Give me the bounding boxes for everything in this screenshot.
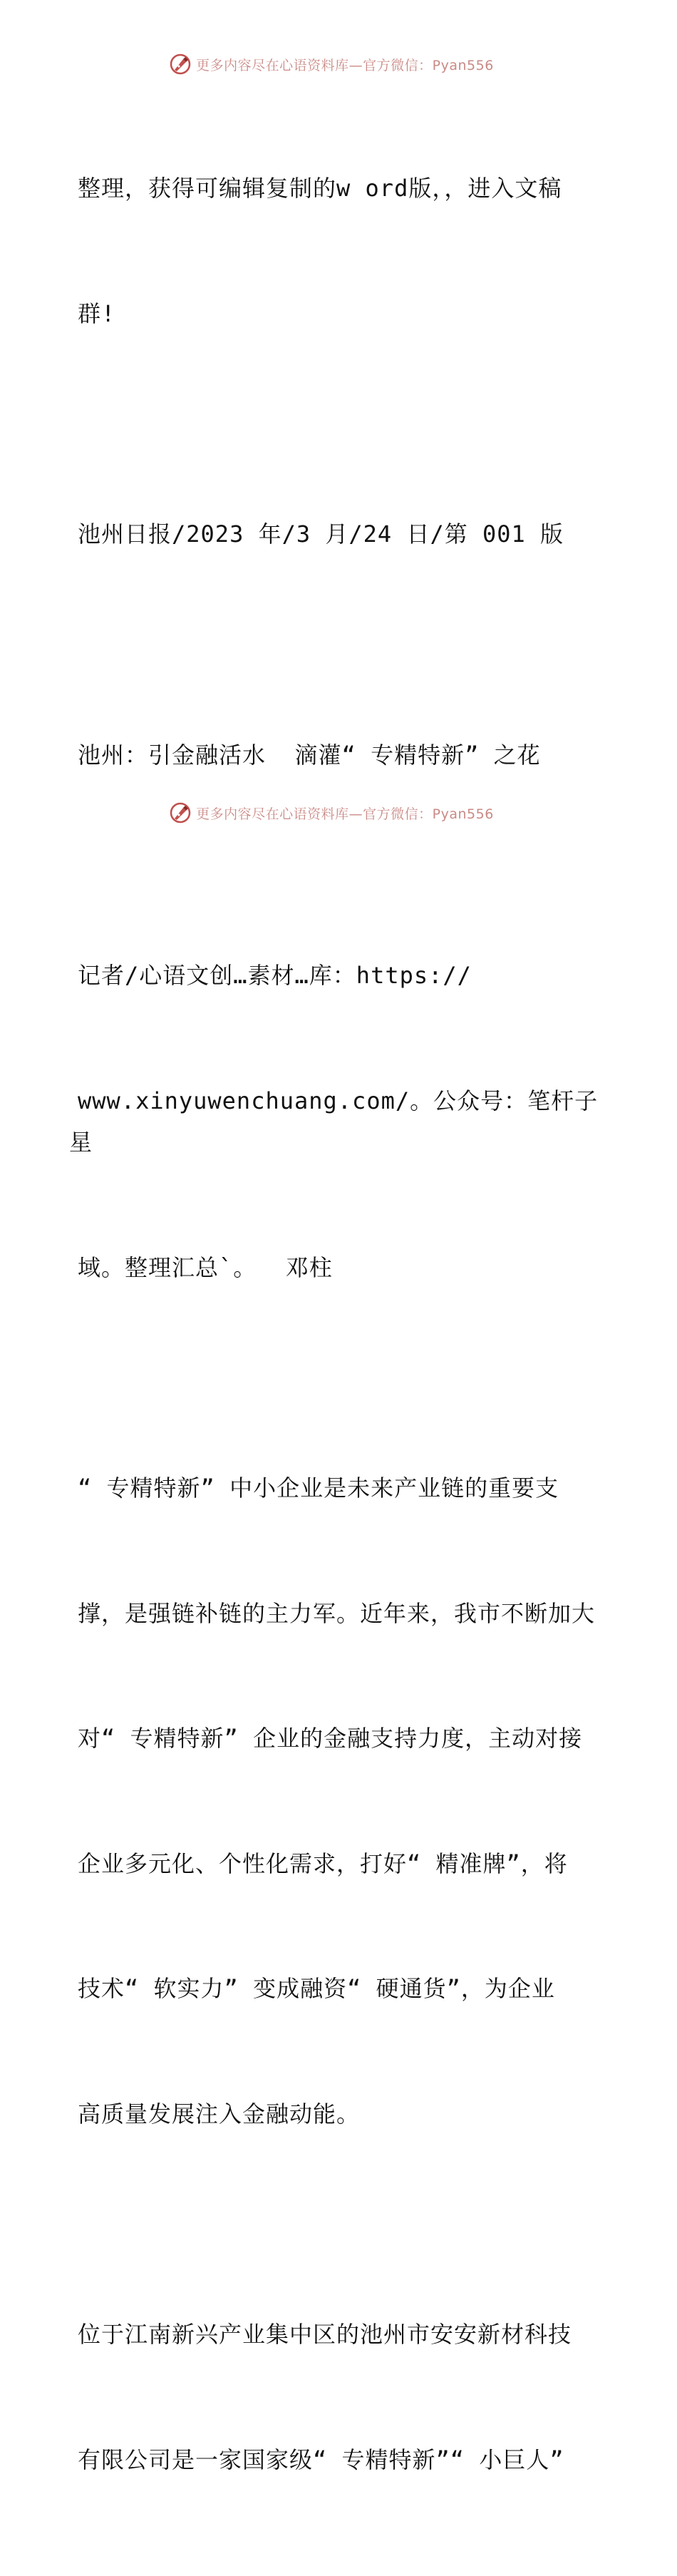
text-line: 池州：引金融活水 滴灌“ 专精特新” 之花	[78, 741, 541, 769]
intro-paragraph	[69, 84, 611, 418]
text-line: 群!	[78, 299, 116, 327]
footer-banner	[0, 799, 677, 827]
banner-text: 更多内容尽在心语资料库—官方微信：Pyan556	[196, 57, 494, 73]
text-line: 记者/心语文创…素材…库：https://	[78, 962, 472, 989]
text-line: “ 专精特新” 中小企业是未来产业链的重要支	[78, 1474, 559, 1502]
article-title	[69, 651, 611, 860]
text-line: 域。整理汇总`。 邓柱	[78, 1253, 333, 1281]
text-line: 有限公司是一家国家级“ 专精特新”“ 小巨人”	[78, 2446, 564, 2473]
banner-text: 更多内容尽在心语资料库—官方微信：Pyan556	[196, 806, 494, 822]
text-line: 企业多元化、个性化需求，打好“ 精准牌”，将	[78, 1849, 568, 1877]
body-paragraph	[69, 2230, 611, 2564]
text-line: www.xinyuwenchuang.com/。公众号：笔杆子星	[69, 1087, 599, 1156]
byline-paragraph	[69, 871, 611, 1372]
pen-nib-logo-icon	[169, 53, 192, 76]
text-line: 对“ 专精特新” 企业的金融支持力度，主动对接	[78, 1725, 583, 1752]
text-line: 位于江南新兴产业集中区的池州市安安新材科技	[78, 2321, 572, 2348]
source-line	[69, 430, 611, 639]
body-paragraph	[69, 1384, 611, 2218]
document-body	[69, 84, 611, 2576]
text-line: 撑，是强链补链的主力军。近年来，我市不断加大	[78, 1599, 596, 1627]
header-banner	[0, 50, 677, 78]
text-line: 整理，获得可编辑复制的w ord版，，进入文稿	[78, 175, 562, 202]
text-line: 池州日报/2023 年/3 月/24 日/第 001 版	[78, 520, 564, 548]
text-line: 高质量发展注入金融动能。	[78, 2100, 361, 2128]
pen-nib-logo-icon	[169, 801, 192, 824]
text-line: 技术“ 软实力” 变成融资“ 硬通货”，为企业	[78, 1975, 555, 2002]
